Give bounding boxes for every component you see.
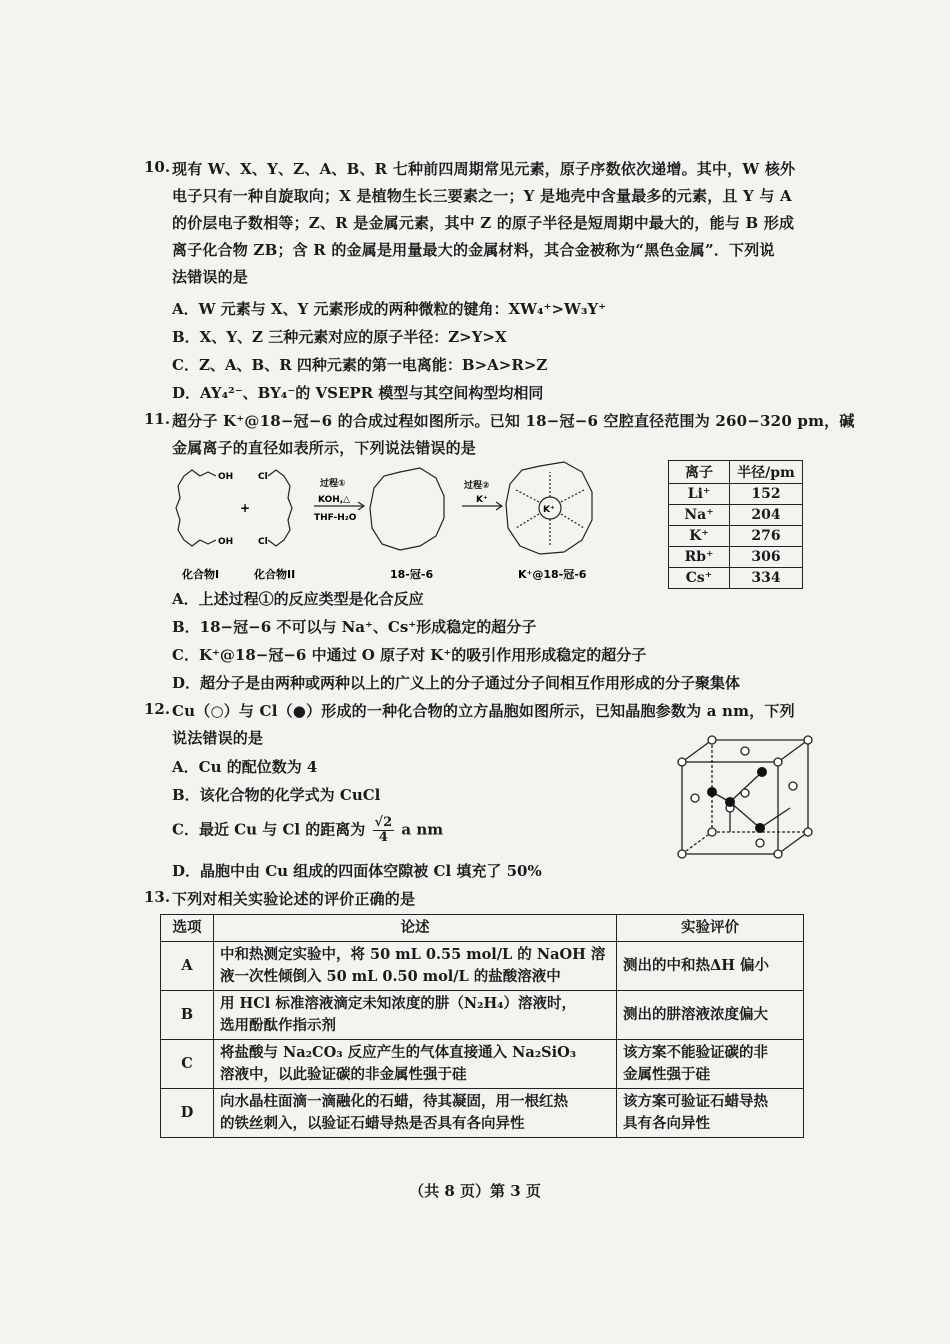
step-1-condition-2: THF-H₂O bbox=[314, 513, 357, 523]
q13-stem: 下列对相关实验论述的评价正确的是 bbox=[172, 890, 416, 908]
q13-row-statement bbox=[214, 991, 617, 1040]
step-2-condition: K⁺ bbox=[476, 495, 488, 505]
q13-row-statement bbox=[214, 1089, 617, 1138]
k-complex-label: K⁺@18-冠-6 bbox=[518, 568, 587, 581]
synthesis-diagram bbox=[168, 458, 658, 588]
q12-option-c bbox=[172, 816, 443, 845]
q11-number: 11. bbox=[144, 410, 171, 428]
q10-option-d: D．AY₄²⁻、BY₄⁻的 VSEPR 模型与其空间构型均相同 bbox=[172, 384, 544, 402]
q12-option-a: A．Cu 的配位数为 4 bbox=[172, 758, 318, 776]
compound-2-cl-bottom: Cl bbox=[258, 537, 268, 547]
q11-line-2: 金属离子的直径如表所示，下列说法错误的是 bbox=[172, 439, 477, 457]
q11-line-1: 超分子 K⁺@18−冠−6 的合成过程如图所示。已知 18−冠−6 空腔直径范围为 260−320 pm，碱 bbox=[172, 412, 855, 430]
ion-table-header-ion: 离子 bbox=[669, 461, 730, 484]
q13-row-key: D bbox=[161, 1089, 214, 1138]
q13-header-statement: 论述 bbox=[214, 915, 617, 942]
q12-line-2: 说法错误的是 bbox=[172, 729, 264, 747]
statement-line-1: 向水晶柱面滴一滴融化的石蜡，待其凝固，用一根红热 bbox=[220, 1093, 568, 1110]
q13-number: 13. bbox=[144, 888, 171, 906]
compound-2-cl-top: Cl bbox=[258, 472, 268, 482]
q13-row-d bbox=[161, 1089, 804, 1138]
q10-line-4: 离子化合物 ZB；含 R 的金属是用量最大的金属材料，其合金被称为“黑色金属”．下列说 bbox=[172, 241, 775, 259]
q10-option-b: B．X、Y、Z 三种元素对应的原子半径：Z>Y>X bbox=[172, 328, 507, 346]
q13-row-evaluation bbox=[617, 1089, 804, 1138]
crown-ether-structure bbox=[370, 468, 444, 550]
compound-1-structure bbox=[176, 470, 216, 546]
q10-line-2: 电子只有一种自旋取向；X 是植物生长三要素之一；Y 是地壳中含量最多的元素，且 Y 与 A bbox=[172, 187, 792, 205]
plus-sign: + bbox=[240, 501, 251, 515]
page-footer: （共 8 页）第 3 页 bbox=[409, 1182, 541, 1200]
q10-option-a: A．W 元素与 X、Y 元素形成的两种微粒的键角：XW₄⁺>W₃Y⁺ bbox=[172, 300, 607, 318]
q13-row-key: C bbox=[161, 1040, 214, 1089]
ion-table-header-radius: 半径/pm bbox=[730, 461, 803, 484]
q10-option-c: C．Z、A、B、R 四种元素的第一电离能：B>A>R>Z bbox=[172, 356, 548, 374]
cu-atoms bbox=[678, 736, 812, 858]
ion-name: K⁺ bbox=[669, 526, 730, 547]
step-1-condition-1: KOH,△ bbox=[318, 495, 351, 505]
ion-radius-table bbox=[668, 460, 803, 589]
compound-1-oh-bottom: OH bbox=[218, 537, 234, 547]
ion-radius: 152 bbox=[730, 484, 803, 505]
compound-1-oh-top: OH bbox=[218, 472, 234, 482]
compound-2-label: 化合物II bbox=[254, 568, 296, 581]
q13-header-evaluation: 实验评价 bbox=[617, 915, 804, 942]
fraction-numerator: √2 bbox=[374, 815, 393, 830]
step-1-label: 过程① bbox=[320, 479, 346, 489]
statement-line-1: 用 HCl 标准溶液滴定未知浓度的肼（N₂H₄）溶液时， bbox=[220, 995, 576, 1012]
ion-radius: 276 bbox=[730, 526, 803, 547]
q13-table bbox=[160, 914, 804, 1138]
statement-line-2: 溶液中，以此验证碳的非金属性强于硅 bbox=[220, 1066, 467, 1083]
compound-1-label: 化合物I bbox=[182, 568, 220, 581]
crystal-cell-diagram bbox=[672, 732, 832, 862]
evaluation-line-1: 测出的中和热ΔH 偏小 bbox=[623, 957, 769, 974]
q10-number: 10. bbox=[144, 158, 171, 176]
ion-radius: 204 bbox=[730, 505, 803, 526]
ion-name: Cs⁺ bbox=[669, 568, 730, 589]
q10-line-1: 现有 W、X、Y、Z、A、B、R 七种前四周期常见元素，原子序数依次递增。其中，W 核外 bbox=[172, 160, 796, 178]
ion-radius: 334 bbox=[730, 568, 803, 589]
statement-line-2: 液一次性倾倒入 50 mL 0.50 mol/L 的盐酸溶液中 bbox=[220, 968, 561, 985]
q13-row-evaluation bbox=[617, 991, 804, 1040]
statement-line-1: 将盐酸与 Na₂CO₃ 反应产生的气体直接通入 Na₂SiO₃ bbox=[220, 1044, 577, 1061]
q13-header-row bbox=[161, 915, 804, 942]
statement-line-2: 的铁丝刺入，以验证石蜡导热是否具有各向异性 bbox=[220, 1115, 525, 1132]
ion-name: Li⁺ bbox=[669, 484, 730, 505]
q13-row-evaluation bbox=[617, 942, 804, 991]
ion-radius: 306 bbox=[730, 547, 803, 568]
ion-table-row bbox=[669, 568, 803, 589]
ion-name: Rb⁺ bbox=[669, 547, 730, 568]
q13-row-b bbox=[161, 991, 804, 1040]
step-2-label: 过程② bbox=[464, 481, 490, 491]
q11-option-c: C．K⁺@18−冠−6 中通过 O 原子对 K⁺的吸引作用形成稳定的超分子 bbox=[172, 646, 647, 664]
q12-option-b: B．该化合物的化学式为 CuCl bbox=[172, 786, 381, 804]
k-center-label: K⁺ bbox=[543, 505, 555, 515]
fraction-denominator: 4 bbox=[378, 830, 388, 845]
q12-line-1: Cu（○）与 Cl（●）形成的一种化合物的立方晶胞如图所示，已知晶胞参数为 a nm，下列 bbox=[172, 702, 795, 720]
cl-atoms bbox=[707, 767, 767, 833]
q12-number: 12. bbox=[144, 700, 171, 718]
evaluation-line-2: 具有各向异性 bbox=[623, 1115, 710, 1132]
q11-option-b: B．18−冠−6 不可以与 Na⁺、Cs⁺形成稳定的超分子 bbox=[172, 618, 537, 636]
q12-option-c-unit: a nm bbox=[401, 820, 444, 839]
evaluation-line-1: 该方案不能验证碳的非 bbox=[623, 1044, 768, 1061]
ion-table-row bbox=[669, 547, 803, 568]
evaluation-line-1: 测出的肼溶液浓度偏大 bbox=[623, 1006, 768, 1023]
crown-ether-label: 18-冠-6 bbox=[390, 568, 434, 581]
q13-row-statement bbox=[214, 942, 617, 991]
q13-row-statement bbox=[214, 1040, 617, 1089]
q13-row-key: B bbox=[161, 991, 214, 1040]
evaluation-line-2: 金属性强于硅 bbox=[623, 1066, 710, 1083]
q12-option-c-fraction bbox=[373, 816, 395, 845]
q10-line-3: 的价层电子数相等；Z、R 是金属元素，其中 Z 的原子半径是短周期中最大的，能与 B 形成 bbox=[172, 214, 795, 232]
q13-row-key: A bbox=[161, 942, 214, 991]
statement-line-2: 选用酚酞作指示剂 bbox=[220, 1017, 336, 1034]
ion-table-row bbox=[669, 505, 803, 526]
q13-row-a bbox=[161, 942, 804, 991]
q12-option-d: D．晶胞中由 Cu 组成的四面体空隙被 Cl 填充了 50% bbox=[172, 862, 542, 880]
compound-2-structure bbox=[268, 470, 292, 546]
ion-table-row bbox=[669, 484, 803, 505]
statement-line-1: 中和热测定实验中，将 50 mL 0.55 mol/L 的 NaOH 溶 bbox=[220, 946, 606, 963]
evaluation-line-1: 该方案可验证石蜡导热 bbox=[623, 1093, 768, 1110]
q13-row-evaluation bbox=[617, 1040, 804, 1089]
q13-row-c bbox=[161, 1040, 804, 1089]
ion-table-row bbox=[669, 526, 803, 547]
ion-table-header-row bbox=[669, 461, 803, 484]
q11-option-d: D．超分子是由两种或两种以上的广义上的分子通过分子间相互作用形成的分子聚集体 bbox=[172, 674, 741, 692]
q10-line-5: 法错误的是 bbox=[172, 268, 249, 286]
ion-name: Na⁺ bbox=[669, 505, 730, 526]
q13-header-option: 选项 bbox=[161, 915, 214, 942]
q11-option-a: A．上述过程①的反应类型是化合反应 bbox=[172, 590, 424, 608]
q12-option-c-text: C．最近 Cu 与 Cl 的距离为 bbox=[172, 820, 366, 839]
